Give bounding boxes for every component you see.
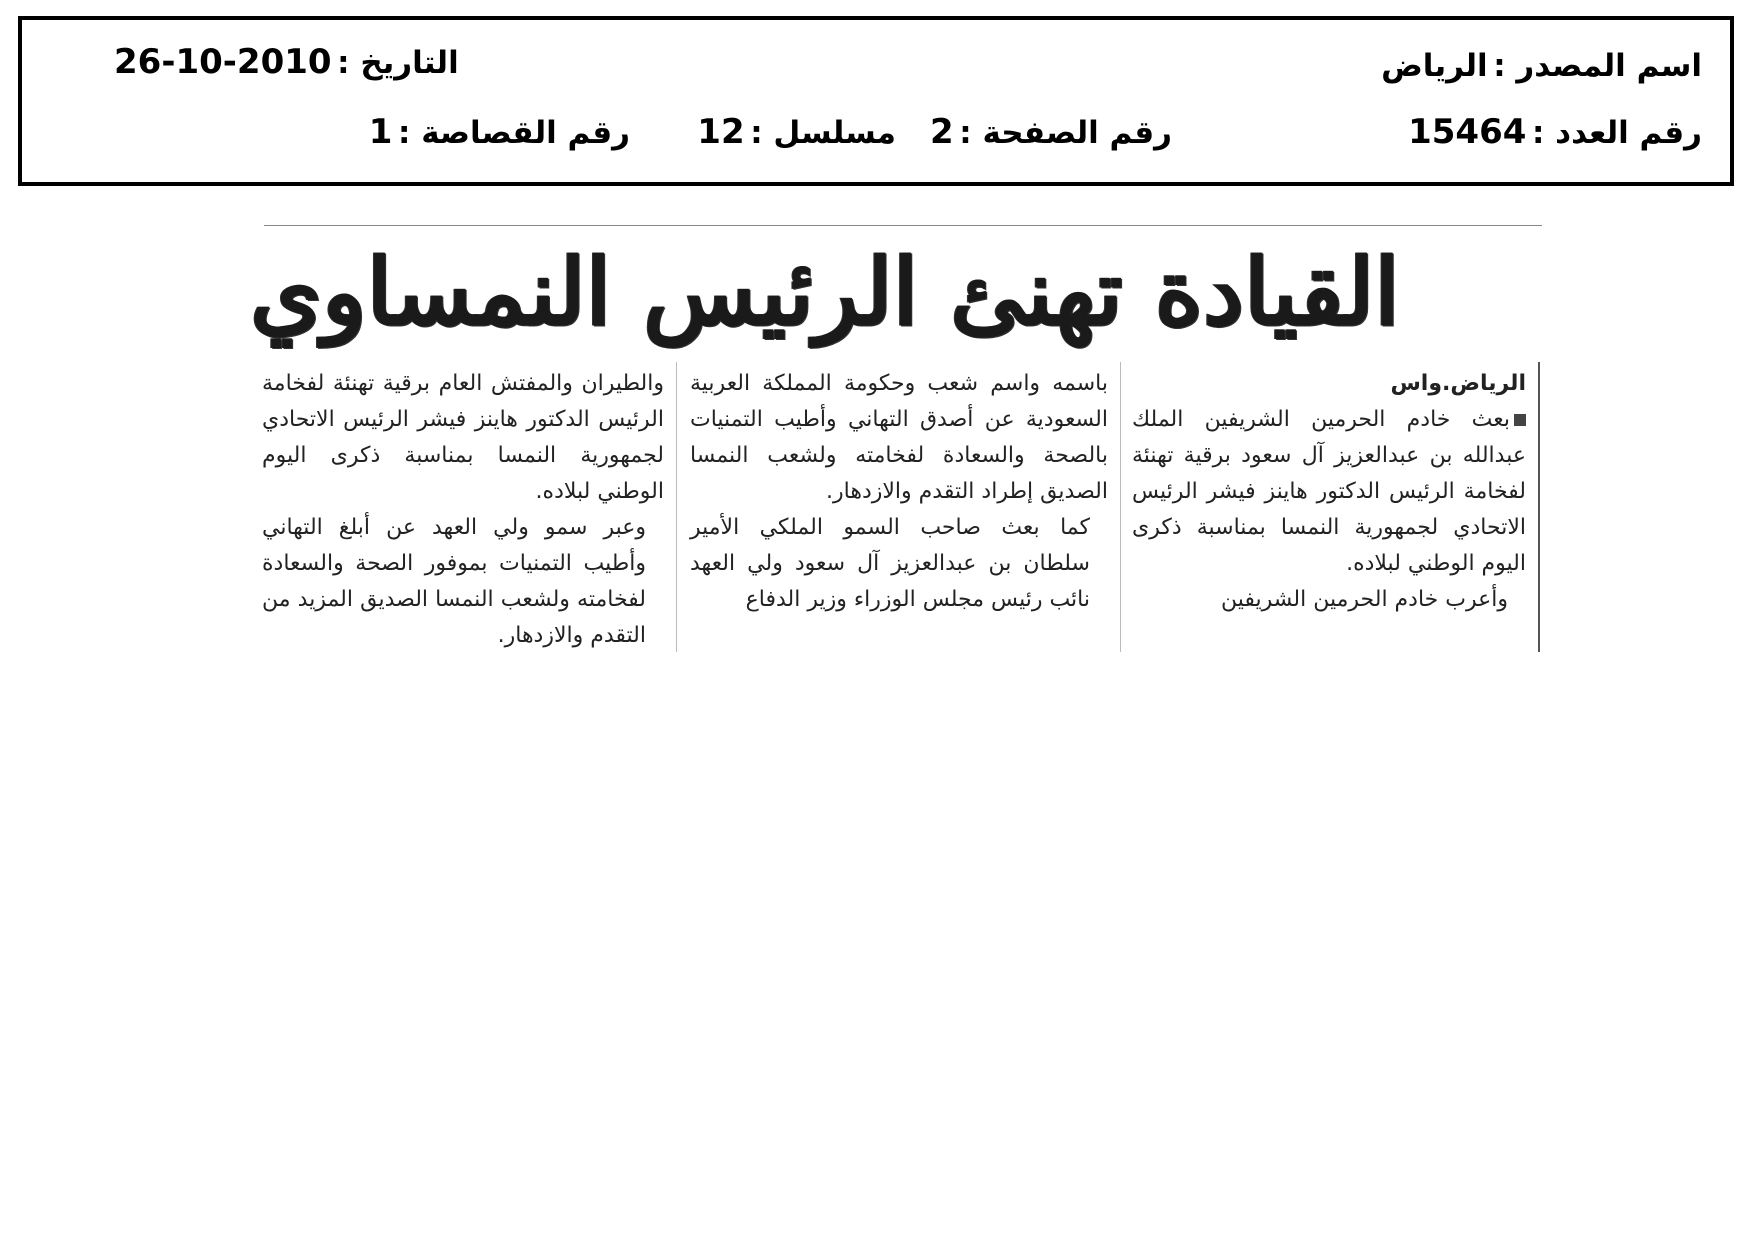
article-paragraph: كما بعث صاحب السمو الملكي الأمير سلطان بن عبدالعزيز آل سعود ولي العهد نائب رئيس مجلس الوزراء وزير الدفاع xyxy=(690,515,1090,612)
square-bullet-icon xyxy=(1514,414,1526,426)
source-field xyxy=(1381,48,1702,84)
column-rule xyxy=(676,362,677,652)
issue-field xyxy=(1408,112,1702,152)
article-byline: الرياض.واس xyxy=(1390,371,1526,396)
article-column-3 xyxy=(262,366,664,656)
column-rule xyxy=(1120,362,1121,652)
page-value: 2 xyxy=(930,112,954,152)
clipping-header-box xyxy=(18,16,1734,186)
clip-number-label: رقم القصاصة : xyxy=(398,115,630,151)
article-column-2 xyxy=(690,366,1108,656)
clipping-right-rule xyxy=(1538,362,1540,652)
issue-label: رقم العدد : xyxy=(1531,115,1702,151)
date-field xyxy=(114,42,459,82)
article-paragraph: باسمه واسم شعب وحكومة المملكة العربية السعودية عن أصدق التهاني وأطيب التمنيات بالصحة والسعادة لفخامته ولشعب النمسا الصديق إطراد التقدم والازدهار. xyxy=(690,371,1108,504)
article-paragraph: وأعرب خادم الحرمين الشريفين xyxy=(1221,587,1508,612)
paragraph-text: بعث خادم الحرمين الشريفين الملك عبدالله بن عبدالعزيز آل سعود برقية تهنئة لفخامة الرئيس الدكتور هاينز فيشر الرئيس الاتحادي لجمهورية النمسا بمناسبة ذكرى اليوم الوطني لبلاده. xyxy=(1132,407,1526,576)
source-value: الرياض xyxy=(1381,48,1488,84)
article-paragraph: والطيران والمفتش العام برقية تهنئة لفخامة الرئيس الدكتور هاينز فيشر الرئيس الاتحادي لجمهورية النمسا بمناسبة ذكرى اليوم الوطني لبلاده. xyxy=(262,371,664,504)
article-paragraph: وعبر سمو ولي العهد عن أبلغ التهاني وأطيب التمنيات بموفور الصحة والسعادة لفخامته ولشعب النمسا الصديق المزيد من التقدم والازدهار. xyxy=(262,515,646,648)
clip-number-value: 1 xyxy=(368,112,393,152)
clipping-top-rule xyxy=(264,225,1542,226)
article-paragraph xyxy=(1132,402,1526,582)
date-label: التاريخ : xyxy=(337,45,459,81)
article-column-1 xyxy=(1132,366,1526,656)
article-headline: القيادة تهنئ الرئيس النمساوي xyxy=(250,238,1400,346)
date-value: 2010-10-26 xyxy=(114,42,332,82)
serial-label: مسلسل : xyxy=(750,115,896,151)
serial-field xyxy=(697,112,896,152)
serial-value: 12 xyxy=(697,112,745,152)
clip-number-field xyxy=(369,112,630,152)
page-label: رقم الصفحة : xyxy=(959,115,1172,151)
page-field xyxy=(930,112,1172,152)
source-label: اسم المصدر : xyxy=(1493,48,1702,84)
issue-value: 15464 xyxy=(1408,112,1527,152)
